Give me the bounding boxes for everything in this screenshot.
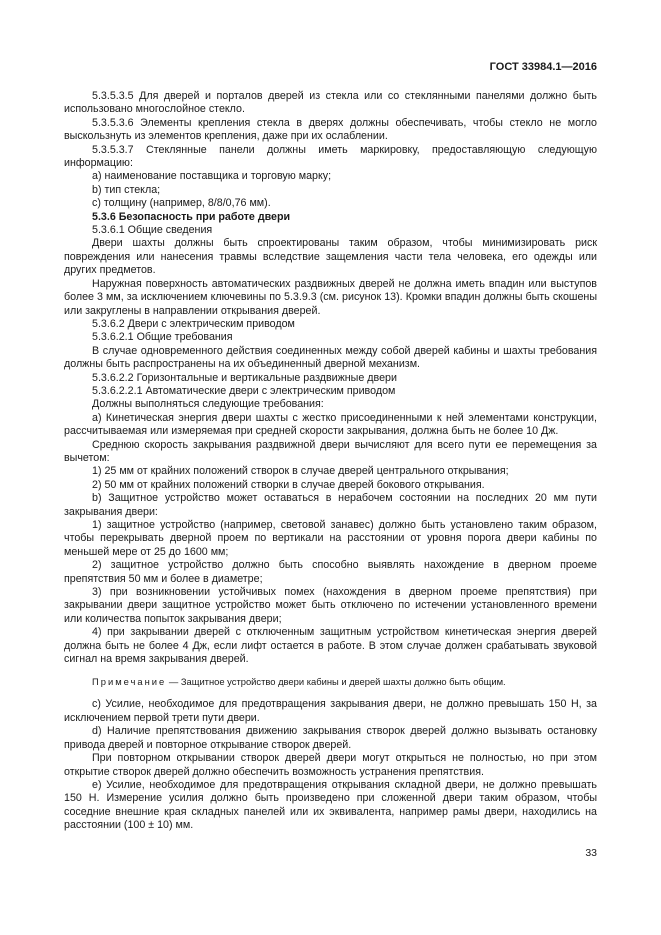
note bbox=[64, 676, 597, 688]
list-item: c) толщину (например, 8/8/0,76 мм). bbox=[92, 197, 271, 210]
list-item: 1) 25 мм от крайних положений створок в случае дверей центрального открывания; bbox=[92, 465, 509, 478]
document-body bbox=[64, 90, 597, 833]
paragraph: В случае одновременного действия соединенных между собой дверей кабины и шахты требования должны быть распространены на их объединенный дверной механизм. bbox=[64, 344, 597, 371]
paragraph: Наружная поверхность автоматических раздвижных дверей не должна иметь впадин или выступов более 3 мм, за исключением ключевины по 5.3.9.3 (см. рисунок 13). Кромки впадин должны быть скошены или закруглены в направлении открывания дверей. bbox=[64, 277, 597, 317]
subsection-heading: 5.3.6.1 Общие сведения bbox=[92, 224, 213, 237]
paragraph: При повторном открывании створок дверей двери могут открыться не полностью, но при этом открытие створок дверей должно обеспечить возможность устранения препятствия. bbox=[64, 752, 597, 778]
subsection-heading: 5.3.6.2.2 Горизонтальные и вертикальные раздвижные двери bbox=[92, 371, 397, 384]
paragraph: Двери шахты должны быть спроектированы таким образом, чтобы минимизировать риск повреждения или нанесения травмы вследствие защемления части тела человека, его одежды или других предметов. bbox=[64, 237, 597, 277]
subsection-heading: 5.3.6.2.1 Общие требования bbox=[92, 331, 233, 344]
paragraph: 5.3.5.3.5 Для дверей и порталов дверей из стекла или со стеклянными панелями должно быть использовано многослойное стекло. bbox=[64, 90, 597, 116]
subsection-heading: 5.3.6.2.2.1 Автоматические двери с электрическим приводом bbox=[92, 384, 396, 397]
list-item: d) Наличие препятствования движению закрывания створок дверей должно вызывать остановку привода дверей и повторное открывание створок дверей. bbox=[64, 725, 597, 751]
section-heading: 5.3.6 Безопасность при работе двери bbox=[92, 210, 291, 223]
note-text: — Защитное устройство двери кабины и дверей шахты должно быть общим. bbox=[166, 676, 506, 688]
list-item: b) Защитное устройство может оставаться в нерабочем состоянии на последних 20 мм пути закрывания двери: bbox=[64, 492, 597, 518]
paragraph: 5.3.5.3.7 Стеклянные панели должны иметь маркировку, предоставляющую следующую информацию: bbox=[64, 143, 597, 170]
page-number: 33 bbox=[585, 847, 597, 859]
note-label: Примечание bbox=[92, 676, 167, 688]
list-item: 1) защитное устройство (например, световой занавес) должно быть установлено таким образом, чтобы перекрывать дверной проем по вертикали на расстоянии от уровня порога двери кабины по меньшей мере от 25 до 1600 мм; bbox=[64, 519, 597, 558]
subsection-heading: 5.3.6.2 Двери с электрическим приводом bbox=[92, 317, 295, 330]
standard-header: ГОСТ 33984.1—2016 bbox=[489, 61, 597, 73]
list-item: b) тип стекла; bbox=[92, 183, 161, 196]
list-item: a) наименование поставщика и торговую марку; bbox=[92, 170, 332, 183]
list-item: 3) при возникновении устойчивых помех (нахождения в дверном проеме препятствия) при закрывании двери защитное устройство может быть отключено по истечении установленного времени или количества попыток закрывания двери; bbox=[64, 586, 597, 625]
list-item: e) Усилие, необходимое для предотвращения открывания складной двери, не должно превышать 150 Н. Измерение усилия должно быть произведено при сложенной двери таким образом, чтобы соседние внешние края складных панелей или их эквивалента, например рамы двери, находились на расстоянии (100 ± 10) мм. bbox=[64, 778, 597, 832]
paragraph: Должны выполняться следующие требования: bbox=[92, 398, 324, 411]
list-item: 4) при закрывании дверей с отключенным защитным устройством кинетическая энергия дверей должна быть не более 4 Дж, если лифт остается в работе. В этом случае должен срабатывать звуковой сигнал на время закрывания дверей. bbox=[64, 626, 597, 666]
list-item: 2) защитное устройство должно быть способно выявлять нахождение в дверном проеме препятствия 50 мм и более в диаметре; bbox=[64, 559, 597, 585]
list-item: 2) 50 мм от крайних положений створки в случае дверей бокового открывания. bbox=[92, 478, 485, 491]
paragraph: 5.3.5.3.6 Элементы крепления стекла в дверях должны обеспечивать, чтобы стекло не могло выскользнуть из элементов крепления, даже при их ослаблении. bbox=[64, 116, 597, 143]
paragraph: Среднюю скорость закрывания раздвижной двери вычисляют для всего пути ее перемещения за вычетом: bbox=[64, 438, 597, 464]
list-item: c) Усилие, необходимое для предотвращения закрывания двери, не должно превышать 150 Н, за исключением первой трети пути двери. bbox=[64, 698, 597, 724]
list-item: a) Кинетическая энергия двери шахты с жестко присоединенными к ней элементами конструкции, рассчитываемая или измеряемая при средней скорости закрывания, должна быть не более 10 Дж. bbox=[64, 411, 597, 438]
